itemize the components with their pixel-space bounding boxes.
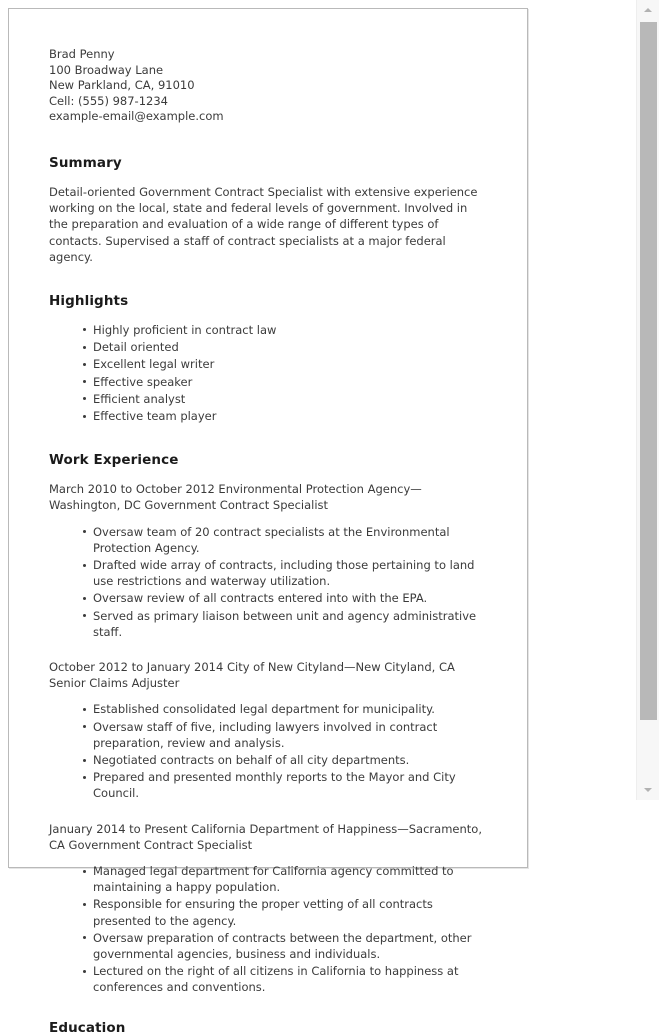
contact-city-state-zip: New Parkland, CA, 91010	[49, 78, 195, 93]
section-summary	[49, 155, 487, 265]
list-item: Efficient analyst	[83, 391, 487, 407]
section-highlights	[49, 293, 487, 424]
list-item: Served as primary liaison between unit and agency administrative staff.	[83, 608, 487, 640]
job-heading: October 2012 to January 2014 City of New Cityland—New Cityland, CA Senior Claims Adjuster	[49, 660, 455, 691]
contact-street: 100 Broadway Lane	[49, 62, 164, 77]
resume-document-page	[8, 8, 528, 1036]
list-item: Detail oriented	[83, 339, 487, 355]
list-item: Oversaw staff of five, including lawyers involved in contract preparation, review and analysis.	[83, 719, 487, 751]
list-item: Established consolidated legal department for municipality.	[83, 701, 487, 717]
job-entry	[49, 659, 487, 802]
vertical-scrollbar[interactable]	[636, 0, 659, 800]
work-experience-heading: Work Experience	[49, 452, 179, 469]
job-bullets	[49, 863, 487, 996]
list-item: Oversaw team of 20 contract specialists at the Environmental Protection Agency.	[83, 524, 487, 556]
education-heading: Education	[49, 1019, 126, 1036]
list-item: Negotiated contracts on behalf of all city departments.	[83, 752, 487, 768]
job-entry	[49, 481, 487, 640]
chevron-down-icon	[644, 788, 652, 792]
section-education	[49, 1020, 487, 1036]
contact-phone: Cell: (555) 987-1234	[49, 93, 168, 108]
list-item: Managed legal department for California agency committed to maintaining a happy population.	[83, 863, 487, 895]
list-item: Effective speaker	[83, 374, 487, 390]
list-item: Effective team player	[83, 408, 487, 424]
scrollbar-thumb[interactable]	[640, 22, 657, 720]
job-bullets	[49, 701, 487, 801]
summary-text: Detail-oriented Government Contract Specialist with extensive experience working on the local, state and federal levels of government. Involved in the preparation and evaluation of a wide range of different types of contacts. Supervised a staff of contract specialists at a major federal agency.	[49, 184, 478, 264]
highlights-list	[49, 322, 487, 424]
job-bullets	[49, 524, 487, 640]
scroll-down-button[interactable]	[637, 780, 659, 800]
summary-heading: Summary	[49, 154, 122, 171]
section-work-experience	[49, 452, 487, 995]
list-item: Excellent legal writer	[83, 356, 487, 372]
list-item: Prepared and presented monthly reports to the Mayor and City Council.	[83, 769, 487, 801]
resume-content	[9, 9, 527, 1036]
list-item: Drafted wide array of contracts, including those pertaining to land use restrictions and waterway utilization.	[83, 557, 487, 589]
job-entry	[49, 821, 487, 996]
contact-header	[49, 47, 487, 125]
list-item: Oversaw review of all contracts entered into with the EPA.	[83, 590, 487, 606]
list-item: Oversaw preparation of contracts between the department, other governmental agencies, business and individuals.	[83, 930, 487, 962]
chevron-up-icon	[644, 8, 652, 12]
candidate-name: Brad Penny	[49, 47, 115, 61]
list-item: Highly proficient in contract law	[83, 322, 487, 338]
job-heading: March 2010 to October 2012 Environmental Protection Agency—Washington, DC Government Contract Specialist	[49, 482, 422, 513]
list-item: Lectured on the right of all citizens in California to happiness at conferences and conventions.	[83, 963, 487, 995]
list-item: Responsible for ensuring the proper vetting of all contracts presented to the agency.	[83, 896, 487, 928]
job-heading: January 2014 to Present California Department of Happiness—Sacramento, CA Government Contract Specialist	[49, 821, 482, 852]
scroll-up-button[interactable]	[637, 0, 659, 20]
highlights-heading: Highlights	[49, 292, 129, 309]
contact-email: example-email@example.com	[49, 109, 224, 124]
